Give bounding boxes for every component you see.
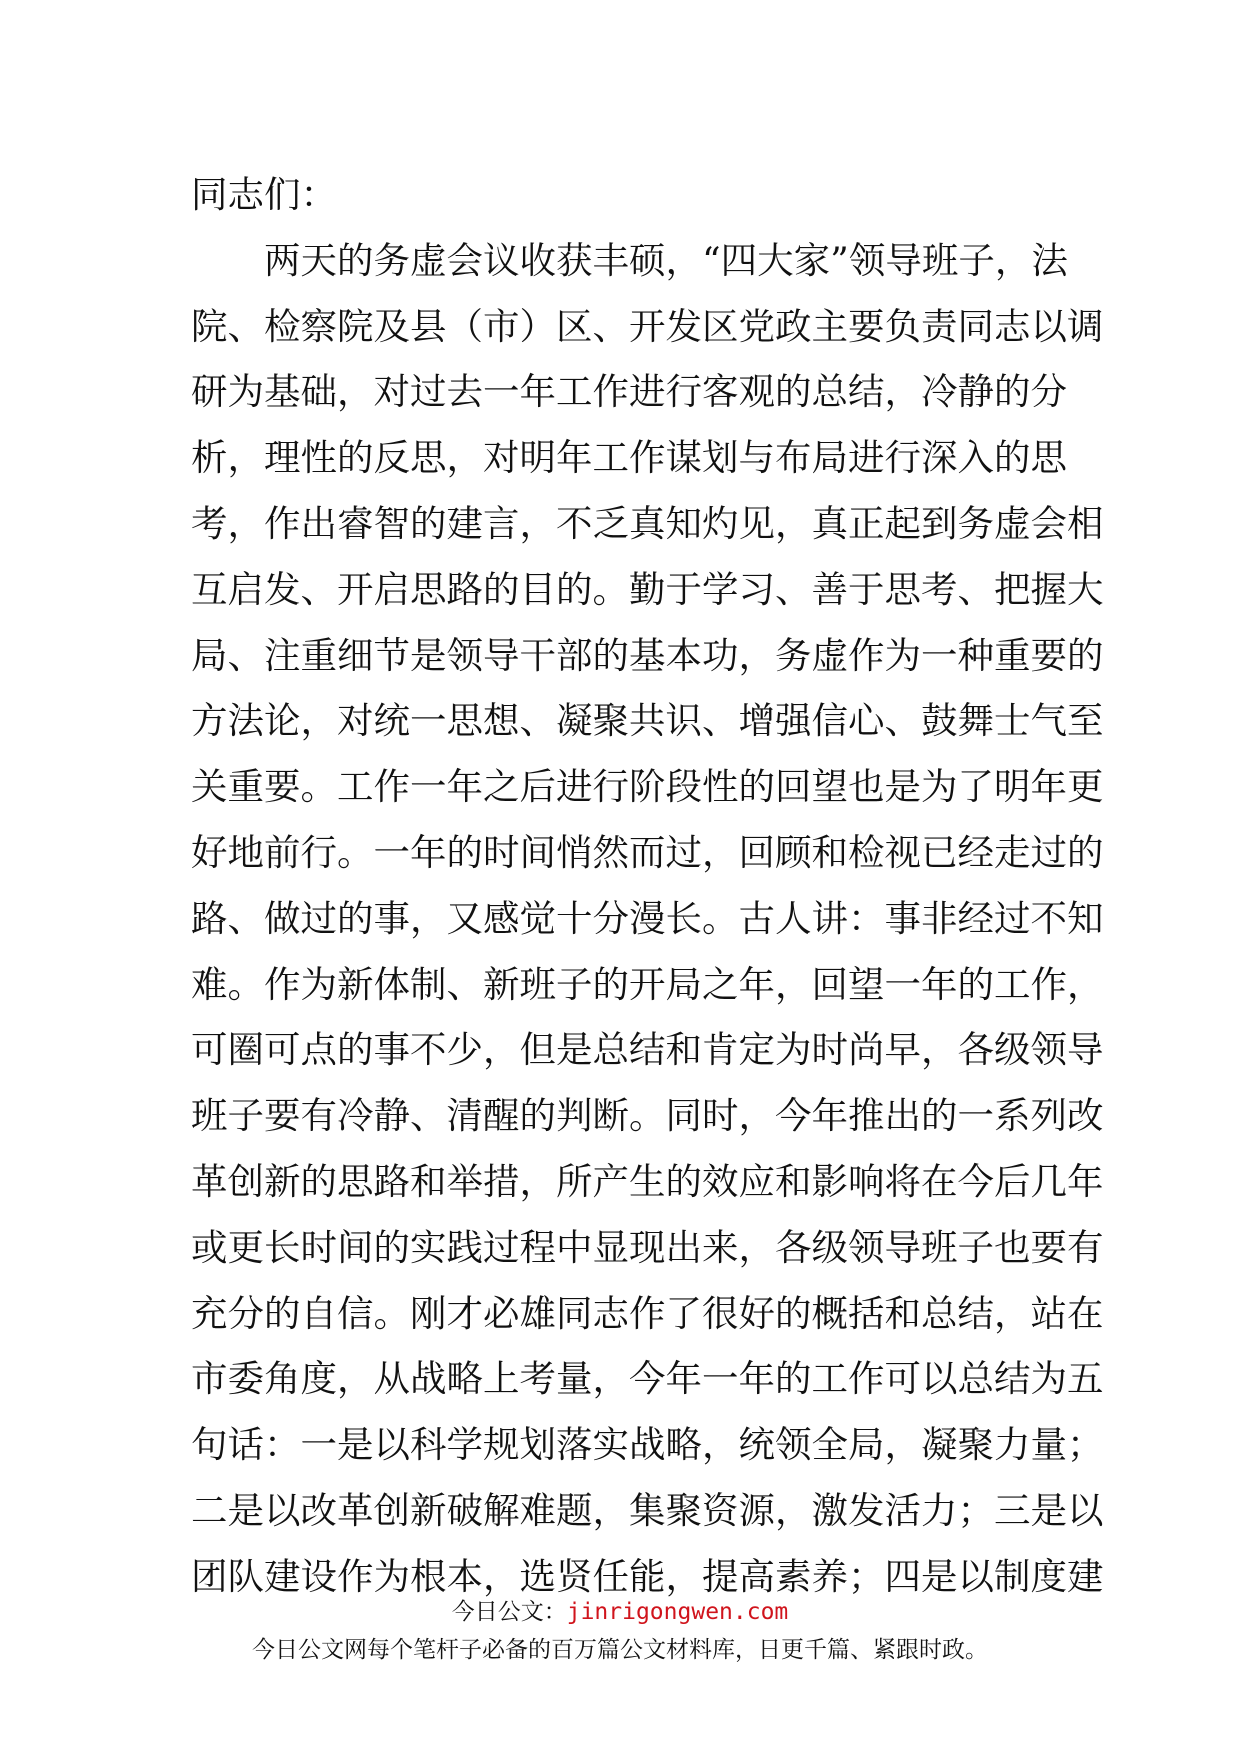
body-line: 难。作为新体制、新班子的开局之年，回望一年的工作，: [191, 962, 1104, 1006]
body-line: 充分的自信。刚才必雄同志作了很好的概括和总结，站在: [191, 1291, 1104, 1335]
body-line: 方法论，对统一思想、凝聚共识、增强信心、鼓舞士气至: [191, 699, 1104, 743]
body-line: 路、做过的事，又感觉十分漫长。古人讲：事非经过不知: [191, 896, 1104, 940]
footer-site-label: 今日公文：: [451, 1599, 567, 1625]
body-line: 研为基础，对过去一年工作进行客观的总结，冷静的分: [191, 370, 1067, 414]
document-body: [191, 162, 1104, 1610]
footer-site-line: [0, 1596, 1240, 1628]
body-line: 好地前行。一年的时间悄然而过，回顾和检视已经走过的: [191, 830, 1104, 874]
body-line: 析，理性的反思，对明年工作谋划与布局进行深入的思: [191, 436, 1067, 480]
body-line: 关重要。工作一年之后进行阶段性的回望也是为了明年更: [191, 765, 1104, 809]
body-line: 互启发、开启思路的目的。勤于学习、善于思考、把握大: [191, 567, 1104, 611]
body-line: 院、检察院及县（市）区、开发区党政主要负责同志以调: [191, 304, 1104, 348]
body-line: 班子要有冷静、清醒的判断。同时，今年推出的一系列改: [191, 1094, 1104, 1138]
body-line: 团队建设作为根本，选贤任能，提高素养；四是以制度建: [191, 1554, 1104, 1598]
body-line: 局、注重细节是领导干部的基本功，务虚作为一种重要的: [191, 633, 1104, 677]
body-line: 两天的务虚会议收获丰硕，“四大家”领导班子，法: [191, 238, 1068, 282]
body-line: 句话：一是以科学规划落实战略，统领全局，凝聚力量；: [191, 1423, 1104, 1467]
footer-site-link[interactable]: jinrigongwen.com: [566, 1599, 789, 1625]
salutation-line: 同志们：: [191, 173, 337, 216]
footer-slogan: 今日公文网每个笔杆子必备的百万篇公文材料库，日更千篇、紧跟时政。: [252, 1637, 988, 1663]
body-line: 市委角度，从战略上考量，今年一年的工作可以总结为五: [191, 1357, 1104, 1401]
body-line: 考，作出睿智的建言，不乏真知灼见，真正起到务虚会相: [191, 501, 1104, 545]
body-line: 或更长时间的实践过程中显现出来，各级领导班子也要有: [191, 1225, 1104, 1269]
body-line: 革创新的思路和举措，所产生的效应和影响将在今后几年: [191, 1159, 1104, 1203]
body-line: 可圈可点的事不少，但是总结和肯定为时尚早，各级领导: [191, 1028, 1104, 1072]
body-line: 二是以改革创新破解难题，集聚资源，激发活力；三是以: [191, 1488, 1104, 1532]
